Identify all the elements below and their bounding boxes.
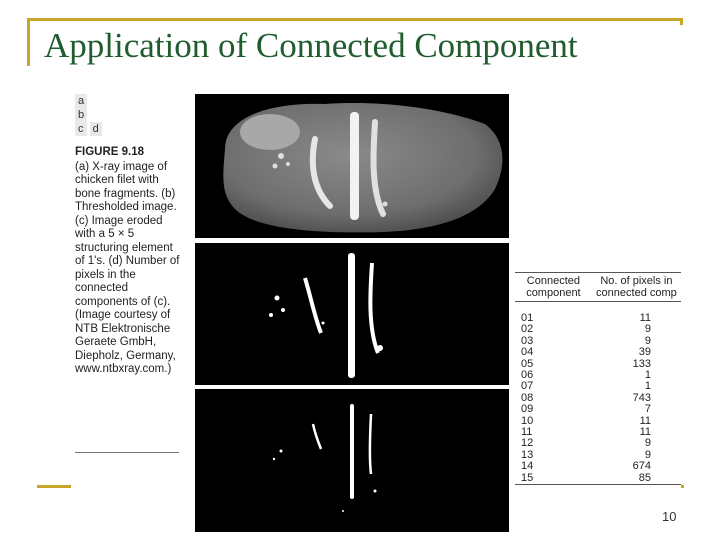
component-id-cell: 12 [521, 437, 534, 450]
pixel-count-cell: 7 [644, 403, 651, 416]
pixel-count-cell: 85 [592, 473, 681, 485]
table-row [515, 359, 681, 370]
column-header-pixels: No. of pixels in connected comp [596, 275, 677, 299]
pixel-count-cell: 11 [639, 312, 651, 324]
page-number: 10 [662, 509, 677, 524]
table-row [515, 370, 681, 381]
component-id-cell: 14 [521, 460, 534, 473]
slide-left-rule [27, 18, 30, 66]
panel-letter-b: b [75, 108, 87, 122]
table-row [515, 461, 681, 472]
slide-title: Application of Connected Component [44, 26, 578, 65]
slide-top-rule [27, 18, 681, 21]
table-row [515, 450, 681, 461]
panel-letter-c: c [75, 122, 87, 136]
table-header-row [515, 273, 681, 302]
pixel-count-cell: 1 [644, 369, 651, 382]
pixel-count-cell: 9 [644, 437, 651, 450]
table-row [515, 302, 681, 325]
pixel-count-cell: 133 [632, 357, 651, 370]
table-row [515, 438, 681, 449]
figure-panel-letters [75, 94, 103, 136]
component-id-cell: 11 [521, 426, 533, 439]
component-id-cell: 06 [521, 369, 534, 382]
component-id-cell: 01 [521, 312, 534, 324]
slide-corner-tick [680, 18, 683, 25]
pixel-count-cell: 39 [638, 346, 651, 359]
component-id-cell: 02 [521, 323, 534, 336]
pixel-count-cell: 743 [632, 391, 651, 404]
thresholded-image [195, 243, 509, 385]
eroded-image [195, 389, 509, 532]
table-row [515, 347, 681, 358]
table-row [515, 416, 681, 427]
footer-rule [37, 485, 71, 488]
connected-components-table [515, 272, 681, 485]
component-id-cell: 07 [521, 380, 534, 393]
table-row [515, 381, 681, 392]
table-row [515, 324, 681, 335]
component-id-cell: 04 [521, 346, 534, 359]
figure-caption-head: FIGURE 9.18 [75, 146, 145, 158]
component-id-cell: 05 [521, 357, 534, 370]
panel-letter-d: d [90, 122, 102, 136]
component-id-cell: 13 [521, 448, 534, 461]
pixel-count-cell: 1 [644, 380, 651, 393]
figure-caption-body: (a) X-ray image of chicken filet with bone fragments. (b) Thresholded image. (c) Image eroded with a 5 × 5 structuring element of 1's. (d) Number of pixels in the connected components of (c). (Image courtesy of NTB Elektronische Geraete GmbH, Diepholz, Germany, www.ntbxray.com.) [75, 160, 180, 375]
pixel-count-cell: 674 [632, 460, 651, 473]
table-row [515, 404, 681, 415]
column-header-component: Connected component [526, 275, 581, 299]
caption-rule [75, 452, 179, 453]
table-row [515, 427, 681, 438]
pixel-count-cell: 11 [639, 414, 651, 427]
xray-image [195, 94, 509, 238]
pixel-count-cell: 11 [639, 426, 651, 439]
component-id-cell: 10 [521, 414, 534, 427]
pixel-count-cell: 9 [644, 448, 651, 461]
table-row [515, 473, 681, 485]
footer-dot [681, 485, 684, 488]
panel-letter-a: a [75, 94, 87, 108]
pixel-count-cell: 9 [644, 334, 651, 347]
component-id-cell: 08 [521, 391, 534, 404]
component-id-cell: 03 [521, 334, 534, 347]
component-id-cell: 15 [515, 473, 592, 485]
table-row [515, 336, 681, 347]
table-row [515, 393, 681, 404]
component-id-cell: 09 [521, 403, 534, 416]
pixel-count-cell: 9 [644, 323, 651, 336]
figure-caption [75, 146, 183, 377]
